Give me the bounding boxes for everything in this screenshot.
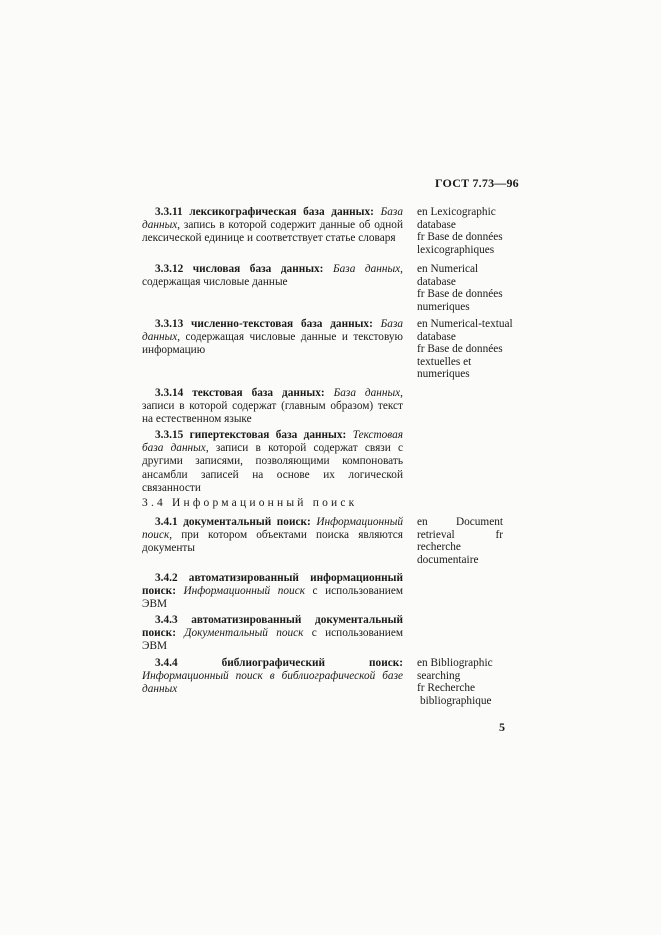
en-equivalent: database [417, 218, 456, 231]
entry-3-4-2 [142, 572, 403, 612]
en-equivalent: en [417, 516, 428, 528]
entry-definition: , записи в которой содержат (главным образом) текст на естественном языке [142, 387, 403, 426]
fr-equivalent: lexicographiques [417, 243, 495, 256]
fr-equivalent: fr Base de données [417, 288, 503, 301]
entry-definition-italic: База данных [333, 387, 401, 399]
section-title: 3.4 Информационный поиск [142, 497, 358, 509]
entry-definition: с использованием ЭВМ [142, 627, 403, 653]
entry-definition: , содержащая числовые данные [142, 263, 403, 289]
fr-equivalent: documentaire [417, 553, 479, 566]
entry-term: численно-текстовая база данных: [191, 318, 373, 330]
fr-equivalent: textuelles et [417, 355, 472, 368]
entry-term: числовая база данных: [192, 263, 324, 275]
fr-equivalent: numeriques [417, 368, 470, 381]
entry-definition-italic: База данных [333, 263, 401, 275]
entry-3-4-1 [142, 516, 403, 556]
entry-3-4-3 [142, 614, 403, 654]
entry-number: 3.3.13 [155, 318, 184, 330]
fr-equivalent: fr [495, 528, 503, 541]
fr-equivalent: fr Recherche [417, 682, 476, 695]
entry-term: гипертекстовая база данных: [189, 429, 347, 441]
entry-definition-italic: Информационный поиск в библиографической базе данных [142, 670, 403, 696]
equivalents-3-4-1 [417, 516, 507, 566]
equivalent-line [417, 516, 503, 529]
entry-3-3-12 [142, 263, 403, 289]
en-equivalent: en Numerical-textual [417, 318, 513, 330]
entry-definition: с использованием ЭВМ [142, 585, 404, 611]
entry-definition: , запись в которой содержит данные об одной лексической единице и соответствует статье словаря [142, 219, 403, 245]
entry-number: 3.4.2 [155, 572, 178, 584]
equivalents-3-3-13 [417, 318, 513, 381]
entry-term: текстовая база данных: [192, 387, 325, 399]
fr-equivalent: recherche [417, 541, 461, 554]
entry-number: 3.3.12 [155, 263, 184, 275]
entry-number: 3.3.14 [155, 387, 184, 399]
entry-number: 3.3.15 [155, 429, 184, 441]
en-equivalent: database [417, 275, 456, 288]
fr-equivalent: numeriques [417, 300, 470, 313]
entry-definition-italic: Текстовая база данных [142, 429, 403, 455]
page-number: 5 [499, 720, 505, 734]
equivalent-line [417, 529, 503, 542]
entry-definition-italic: Документальный поиск [184, 627, 304, 640]
entry-definition-italic: База данных [142, 206, 403, 232]
en-equivalent: database [417, 330, 456, 343]
fr-equivalent: fr Base de données [417, 343, 503, 356]
entry-term: документальный поиск: [183, 516, 311, 528]
equivalents-3-4-4 [417, 657, 507, 707]
entry-definition: , записи в которой содержат связи с другими записями, позволяющими компоновать ансамбли записей на основе их логической связанности [142, 442, 403, 494]
entry-3-4-4 [142, 657, 403, 697]
entry-3-3-15 [142, 429, 403, 495]
en-equivalent: Document [455, 516, 503, 528]
entry-3-3-11 [142, 206, 403, 246]
entry-definition: , содержащая числовые данные и текстовую информацию [142, 331, 403, 357]
fr-equivalent: bibliographique [420, 694, 492, 707]
fr-equivalent: fr Base de données [417, 231, 503, 244]
entry-term: библиографический поиск: [221, 657, 404, 669]
entry-number: 3.4.4 [155, 657, 178, 669]
entry-term: автоматизированный документальный поиск: [142, 614, 404, 640]
equivalents-3-3-12 [417, 263, 507, 313]
entry-number: 3.3.11 [155, 206, 183, 218]
en-equivalent: searching [417, 669, 461, 682]
equivalents-3-3-11 [417, 206, 507, 256]
entry-number: 3.4.3 [155, 614, 178, 626]
en-equivalent: retrieval [417, 528, 455, 541]
entry-definition-italic: Информационный поиск [183, 585, 305, 598]
entry-term: лексикографическая база данных: [189, 206, 374, 218]
entry-definition: , при котором объектами поиска являются документы [142, 529, 403, 555]
en-equivalent: en Numerical [417, 263, 479, 275]
entry-number: 3.4.1 [155, 516, 178, 528]
en-equivalent: en Lexicographic [417, 206, 496, 218]
entry-term: автоматизированный информационный поиск: [142, 572, 403, 598]
entry-definition-italic: Информационный поиск [142, 516, 404, 542]
standard-header: ГОСТ 7.73—96 [435, 176, 519, 190]
entry-3-3-14 [142, 387, 403, 427]
en-equivalent: en Bibliographic [417, 657, 493, 669]
entry-definition-italic: База данных [142, 318, 404, 344]
entry-3-3-13 [142, 318, 403, 358]
